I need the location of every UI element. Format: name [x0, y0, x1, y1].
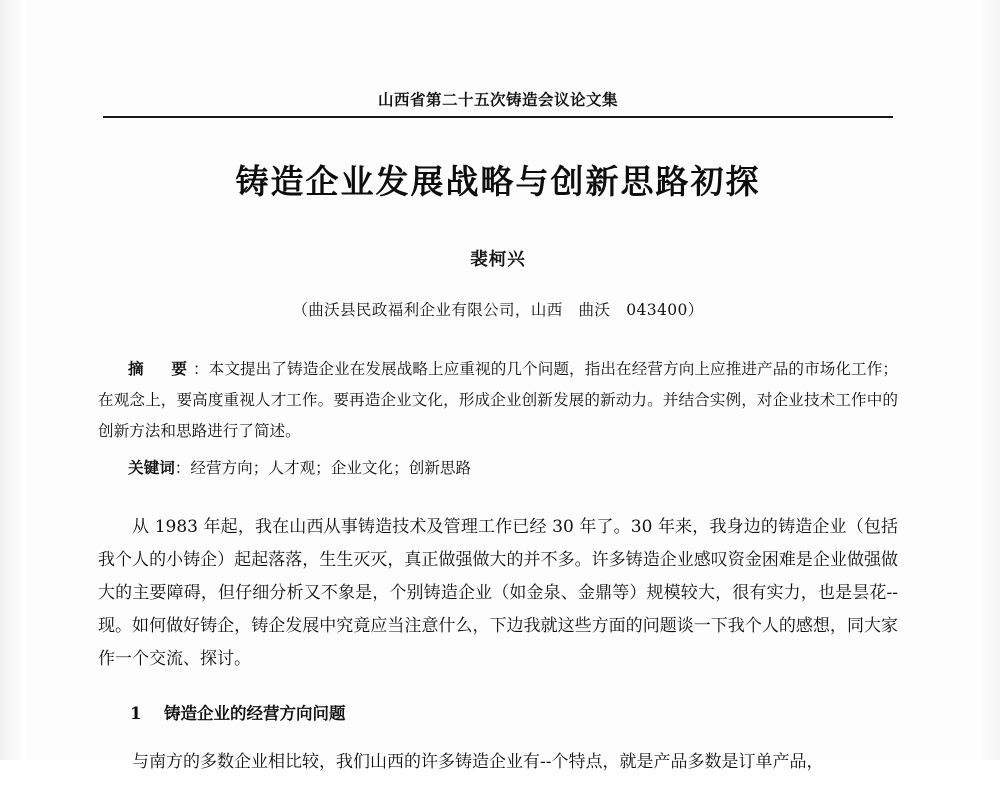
page-right-edge-shadow: [978, 0, 1000, 760]
section-first-paragraph: 与南方的多数企业相比较，我们山西的许多铸造企业有--个特点，就是产品多数是订单产品，: [132, 752, 824, 773]
page-title: 铸造企业发展战略与创新思路初探: [235, 162, 761, 201]
section-title: 铸造企业的经营方向问题: [164, 704, 346, 724]
section-number: 1: [130, 704, 142, 724]
abstract-block: [98, 353, 898, 448]
keywords-text: ：经营方向；人才观；企业文化；创新思路: [174, 458, 472, 477]
page-left-edge-shadow: [0, 0, 26, 760]
header-rule: [103, 116, 893, 118]
body-paragraph: 从 1983 年起，我在山西从事铸造技术及管理工作已经 30 年了。30 年来，我身边的铸造企业（包括我个人的小铸企）起起落落，生生灭灭，真正做强做大的并不多。许多铸造企业感叹资金困难是企业做强做大的主要障碍，但仔细分析又不象是，个别铸造企业（如金泉、金鼎等）规模较大，很有实力，也是昙花--现。如何做好铸企，铸企发展中究竟应当注意什么，下边我就这些方面的问题谈一下我个人的感想，同大家作一个交流、探讨。: [98, 516, 898, 670]
keywords-block: [98, 452, 898, 484]
author-affiliation: （曲沃县民政福利企业有限公司，山西 曲沃 043400）: [292, 301, 704, 319]
abstract-text: ：本文提出了铸造企业在发展战略上应重视的几个问题，指出在经营方向上应推进产品的市场化工作；在观念上，要高度重视人才工作。要再造企业文化，形成企业创新发展的新动力。并结合实例，对企业技术工作中的创新方法和思路进行了简述。: [98, 360, 898, 441]
running-head: 山西省第二十五次铸造会议论文集: [377, 90, 618, 109]
keywords-label: 关键词: [128, 457, 175, 477]
section-heading: [98, 700, 898, 724]
abstract-label: 摘 要: [128, 359, 194, 378]
author-name: 裴柯兴: [470, 250, 526, 270]
page-content: [98, 0, 898, 797]
